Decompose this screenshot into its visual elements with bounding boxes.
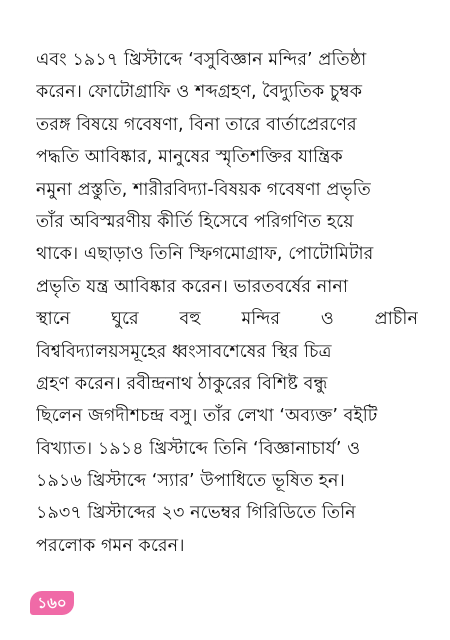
text-line: পদ্ধতি আবিষ্কার, মানুষের স্মৃতিশক্তির যান্ত্রিক: [36, 147, 343, 168]
text-line: করেন। ফোটোগ্রাফি ও শব্দগ্রহণ, বৈদ্যুতিক চুম্বক: [36, 82, 363, 103]
word: স্থানে: [36, 309, 71, 330]
text-line: ছিলেন জগদীশচন্দ্র বসু। তাঁর লেখা ‘অব্যক্ত’ বইটি: [36, 406, 378, 427]
text-line: তাঁর অবিস্মরণীয় কীর্তি হিসেবে পরিগণিত হয়ে: [36, 211, 354, 232]
text-line: নমুনা প্রস্তুতি, শারীরবিদ্যা-বিষয়ক গবেষণা প্রভৃতি: [36, 179, 371, 200]
text-line: প্রভৃতি যন্ত্র আবিষ্কার করেন। ভারতবর্ষের নানা: [36, 276, 349, 297]
word: বহু: [179, 309, 201, 330]
word: প্রাচীন: [374, 309, 418, 330]
text-line: থাকে। এছাড়াও তিনি স্ফিগমোগ্রাফ, পোটোমিটার: [36, 244, 374, 265]
paragraph: [36, 44, 418, 562]
text-line: গ্রহণ করেন। রবীন্দ্রনাথ ঠাকুরের বিশিষ্ট বন্ধু: [36, 373, 328, 394]
text-line: বিখ্যাত। ১৯১৪ খ্রিস্টাব্দে তিনি ‘বিজ্ঞানাচার্য’ ও: [36, 438, 361, 459]
text-line: বিশ্ববিদ্যালয়সমূহের ধ্বংসাবশেষের স্থির চিত্র: [36, 341, 332, 362]
text-line: ১৯৩৭ খ্রিস্টাব্দের ২৩ নভেম্বর গিরিডিতে তিনি: [36, 503, 356, 524]
text-line: এবং ১৯১৭ খ্রিস্টাব্দে ‘বসুবিজ্ঞান মন্দির’ প্রতিষ্ঠা: [36, 50, 367, 70]
text-line: ১৯১৬ খ্রিস্টাব্দে ‘স্যার’ উপাধিতে ভূষিত হন।: [36, 471, 345, 492]
text-line-spread: [36, 303, 418, 335]
word: ঘুরে: [111, 309, 139, 330]
word: মন্দির: [241, 309, 281, 330]
page-number-badge: ১৬০: [30, 591, 74, 615]
text-line: পরলোক গমন করেন।: [36, 535, 185, 556]
text-line: তরঙ্গ বিষয়ে গবেষণা, বিনা তারে বার্তাপ্রেরণের: [36, 114, 357, 135]
word: ও: [320, 309, 334, 330]
